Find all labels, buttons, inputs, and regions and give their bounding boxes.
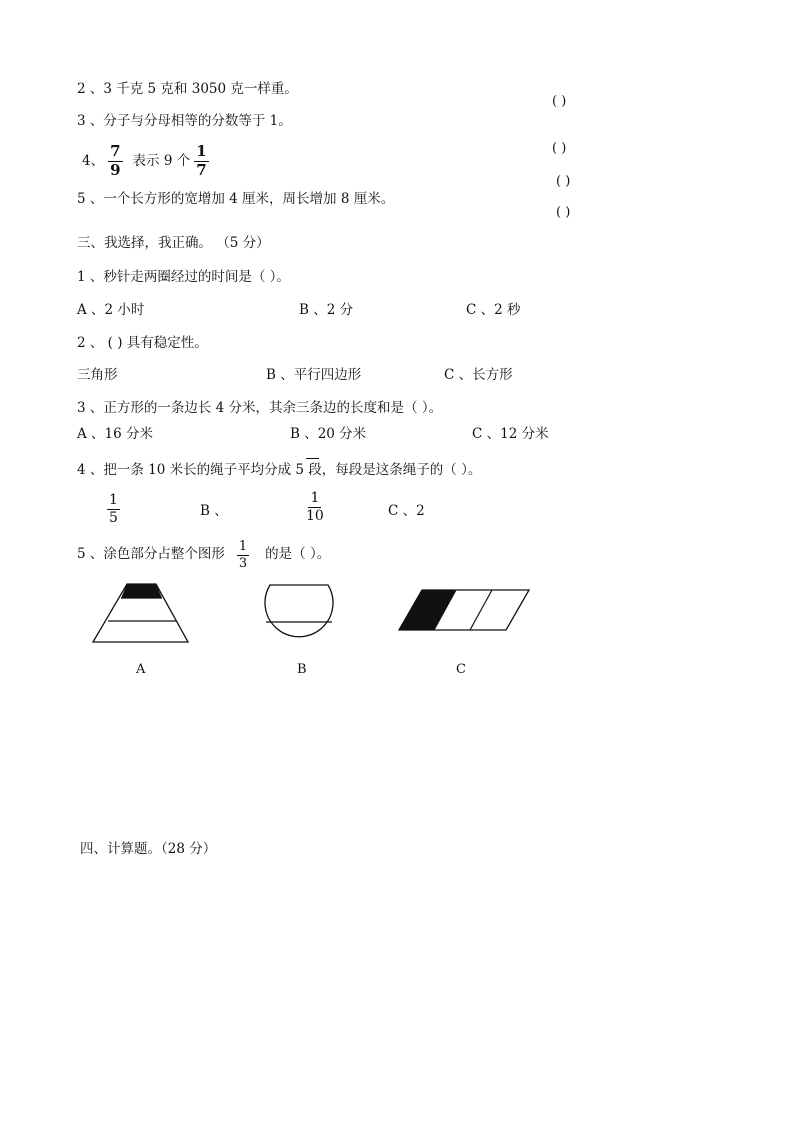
judge-q5: 5 、一个长方形的宽增加 4 厘米，周长增加 8 厘米。 [77,191,395,207]
fraction-numerator: 1 [310,490,320,506]
choice-q2-option-c[interactable]: C 、长方形 [444,367,513,383]
figure-a-shaded-top [121,584,162,598]
judge-q4-answer-paren[interactable]: ( ) [556,174,571,189]
choice-q1-stem: 1 、秒针走两圈经过的时间是（ ）。 [77,269,290,285]
choice-q1-option-b[interactable]: B 、2 分 [299,302,354,318]
fraction-denominator: 10 [306,507,324,524]
fraction-numerator: 1 [238,539,248,554]
figure-a-label: A [136,662,146,677]
figure-c-divider-2 [470,590,492,630]
figure-b-outline [265,585,333,637]
choice-q5-stem-prefix: 5 、涂色部分占整个图形 [77,546,225,563]
choice-q1-option-c[interactable]: C 、2 秒 [466,302,521,318]
choice-q3-stem: 3 、正方形的一条边长 4 分米，其余三条边的长度和是（ ）。 [77,400,443,416]
figure-b-circle[interactable] [265,585,333,637]
choice-q3-option-c[interactable]: C 、12 分米 [472,426,549,442]
judge-q3-answer-paren[interactable]: ( ) [552,141,567,156]
judge-q3: 3 、分子与分母相等的分数等于 1。 [77,113,292,129]
figure-c-parallelogram[interactable] [399,590,529,630]
figure-c-label: C [456,662,466,677]
section3-title: 三、我选择，我正确。 （5 分） [77,235,270,251]
fraction-denominator: 3 [238,555,248,571]
choice-q2-stem: 2 、 ( ) 具有稳定性。 [77,335,208,351]
judge-q5-answer-paren[interactable]: ( ) [556,205,571,220]
choice-q3-option-b[interactable]: B 、20 分米 [290,426,367,442]
fraction-denominator: 5 [109,509,118,526]
choice-q2-option-b[interactable]: B 、平行四边形 [266,367,362,383]
figure-c-shaded-part [399,590,456,630]
choice-q5-stem-suffix: 的是（ ）。 [265,546,331,563]
fraction-numerator: 7 [110,142,121,160]
choice-q4-stem: 4 、把一条 10 米长的绳子平均分成 5 段，每段是这条绳子的（ ）。 [77,462,482,478]
judge-q2: 2 、3 千克 5 克和 3050 克一样重。 [77,81,298,97]
choice-q1-option-a[interactable]: A 、2 小时 [77,302,145,318]
figure-a-trapezoid[interactable] [93,584,188,642]
choice-q4-option-b-label[interactable]: B 、 [200,503,228,519]
choice-q2-option-a[interactable]: 三角形 [77,367,118,383]
choice-q3-option-a[interactable]: A 、16 分米 [77,426,154,442]
judge-q4-mid: 表示 9 个 [132,152,191,169]
judge-q2-answer-paren[interactable]: ( ) [552,94,567,109]
fraction-denominator: 7 [196,160,207,179]
fraction-numerator: 1 [196,142,207,160]
choice-q4-option-c[interactable]: C 、2 [388,503,425,519]
judge-q4-prefix: 4、 [82,152,105,169]
figure-b-label: B [297,662,307,677]
section4-title: 四、计算题。（28 分） [80,841,217,857]
fraction-denominator: 9 [110,160,121,179]
fraction-numerator: 1 [109,492,118,508]
